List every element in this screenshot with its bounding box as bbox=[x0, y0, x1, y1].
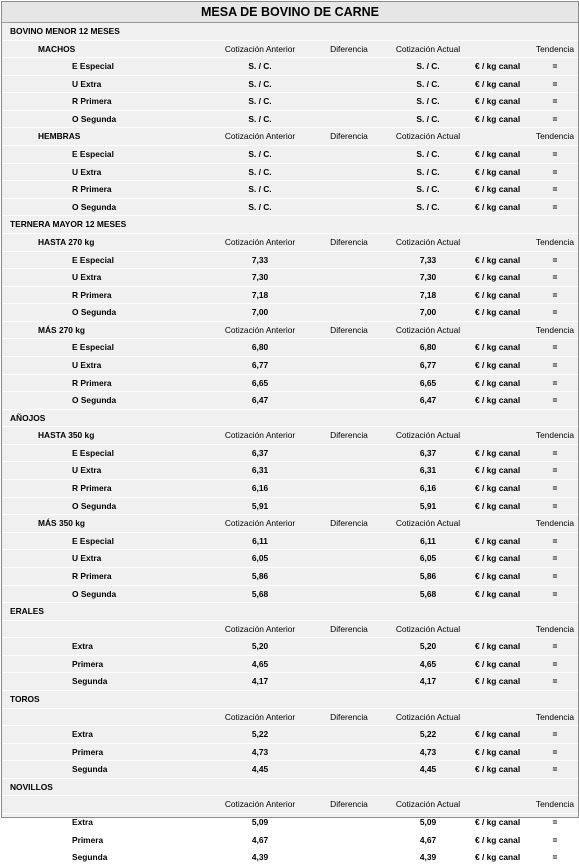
cotizacion-anterior-value: 4,67 bbox=[251, 834, 269, 845]
unit-label: € / kg canal bbox=[475, 342, 521, 353]
cotizacion-actual-value: S. / C. bbox=[416, 149, 440, 160]
cotizacion-actual-value: 7,30 bbox=[419, 272, 437, 283]
tendencia-value: = bbox=[552, 588, 558, 599]
grade-label: E Especial bbox=[72, 149, 114, 160]
tendencia-value: = bbox=[552, 61, 558, 72]
header-tendencia: Tendencia bbox=[535, 324, 575, 335]
grade-label: E Especial bbox=[72, 535, 114, 546]
group-title: MÁS 350 kg bbox=[38, 518, 86, 529]
unit-label: € / kg canal bbox=[475, 201, 521, 212]
group-header-row bbox=[2, 234, 578, 252]
header-cotizacion-actual: Cotización Actual bbox=[395, 711, 461, 722]
group-title: MÁS 270 kg bbox=[38, 324, 86, 335]
cotizacion-anterior-value: 4,65 bbox=[251, 658, 269, 669]
grade-label: O Segunda bbox=[72, 395, 117, 406]
header-tendencia: Tendencia bbox=[535, 236, 575, 247]
grade-label: Extra bbox=[72, 817, 93, 828]
cotizacion-anterior-value: 6,11 bbox=[252, 535, 268, 546]
section-row bbox=[2, 410, 578, 428]
grade-label: U Extra bbox=[72, 166, 102, 177]
unit-label: € / kg canal bbox=[475, 149, 521, 160]
grade-label: R Primera bbox=[72, 96, 112, 107]
header-cotizacion-anterior: Cotización Anterior bbox=[224, 43, 296, 54]
table-row bbox=[2, 586, 578, 604]
table-row bbox=[2, 656, 578, 674]
table-row bbox=[2, 93, 578, 111]
cotizacion-actual-value: S. / C. bbox=[416, 113, 440, 124]
table-row bbox=[2, 568, 578, 586]
grade-label: R Primera bbox=[72, 184, 112, 195]
tendencia-value: = bbox=[552, 113, 558, 124]
grade-label: Segunda bbox=[72, 676, 108, 687]
table-row bbox=[2, 814, 578, 832]
cotizacion-actual-value: S. / C. bbox=[416, 184, 440, 195]
cotizacion-actual-value: 6,80 bbox=[419, 342, 437, 353]
header-tendencia: Tendencia bbox=[535, 131, 575, 142]
tendencia-value: = bbox=[552, 553, 558, 564]
header-diferencia: Diferencia bbox=[330, 43, 368, 54]
grade-label: E Especial bbox=[72, 447, 114, 458]
unit-label: € / kg canal bbox=[475, 746, 521, 757]
header-cotizacion-anterior: Cotización Anterior bbox=[224, 623, 296, 634]
section-title: AÑOJOS bbox=[10, 412, 46, 423]
tendencia-value: = bbox=[552, 201, 558, 212]
section-row bbox=[2, 603, 578, 621]
grade-label: U Extra bbox=[72, 78, 102, 89]
group-title: MACHOS bbox=[38, 43, 76, 54]
table-row bbox=[2, 287, 578, 305]
cotizacion-actual-value: 7,33 bbox=[419, 254, 437, 265]
unit-label: € / kg canal bbox=[475, 641, 521, 652]
cotizacion-anterior-value: S. / C. bbox=[248, 113, 272, 124]
tendencia-value: = bbox=[552, 254, 558, 265]
unit-label: € / kg canal bbox=[475, 570, 521, 581]
table-row bbox=[2, 673, 578, 691]
grade-label: R Primera bbox=[72, 289, 112, 300]
cotizacion-actual-value: 5,22 bbox=[419, 729, 437, 740]
table-row bbox=[2, 744, 578, 762]
section-title: NOVILLOS bbox=[10, 781, 53, 792]
header-diferencia: Diferencia bbox=[330, 430, 368, 441]
cotizacion-actual-value: 5,86 bbox=[419, 570, 437, 581]
table-row bbox=[2, 164, 578, 182]
cotizacion-anterior-value: S. / C. bbox=[248, 166, 272, 177]
unit-label: € / kg canal bbox=[475, 553, 521, 564]
cotizacion-actual-value: 5,20 bbox=[419, 641, 437, 652]
tendencia-value: = bbox=[552, 149, 558, 160]
unit-label: € / kg canal bbox=[475, 166, 521, 177]
table-row bbox=[2, 375, 578, 393]
grade-label: R Primera bbox=[72, 570, 112, 581]
cotizacion-anterior-value: 5,68 bbox=[251, 588, 269, 599]
cotizacion-anterior-value: S. / C. bbox=[248, 96, 272, 107]
section-row bbox=[2, 691, 578, 709]
header-cotizacion-anterior: Cotización Anterior bbox=[224, 430, 296, 441]
cotizacion-anterior-value: 6,47 bbox=[251, 395, 269, 406]
header-tendencia: Tendencia bbox=[535, 43, 575, 54]
header-cotizacion-anterior: Cotización Anterior bbox=[224, 236, 296, 247]
header-cotizacion-anterior: Cotización Anterior bbox=[224, 518, 296, 529]
unit-label: € / kg canal bbox=[475, 447, 521, 458]
tendencia-value: = bbox=[552, 395, 558, 406]
tendencia-value: = bbox=[552, 307, 558, 318]
section-title: TOROS bbox=[10, 693, 40, 704]
cotizacion-anterior-value: 7,18 bbox=[251, 289, 269, 300]
unit-label: € / kg canal bbox=[475, 359, 521, 370]
header-tendencia: Tendencia bbox=[535, 799, 575, 810]
unit-label: € / kg canal bbox=[475, 254, 521, 265]
grade-label: R Primera bbox=[72, 483, 112, 494]
header-tendencia: Tendencia bbox=[535, 711, 575, 722]
cotizacion-anterior-value: S. / C. bbox=[248, 61, 272, 72]
cotizacion-anterior-value: 6,65 bbox=[251, 377, 269, 388]
cotizacion-anterior-value: 6,05 bbox=[251, 553, 269, 564]
cotizacion-actual-value: S. / C. bbox=[416, 78, 440, 89]
table-row bbox=[2, 638, 578, 656]
table-row bbox=[2, 498, 578, 516]
tendencia-value: = bbox=[552, 535, 558, 546]
tendencia-value: = bbox=[552, 817, 558, 828]
tendencia-value: = bbox=[552, 447, 558, 458]
header-cotizacion-actual: Cotización Actual bbox=[395, 623, 461, 634]
table-row bbox=[2, 832, 578, 850]
group-header-row bbox=[2, 709, 578, 727]
cotizacion-anterior-value: 6,77 bbox=[251, 359, 269, 370]
header-cotizacion-actual: Cotización Actual bbox=[395, 236, 461, 247]
grade-label: E Especial bbox=[72, 342, 114, 353]
tendencia-value: = bbox=[552, 78, 558, 89]
group-title: HEMBRAS bbox=[38, 131, 81, 142]
cotizacion-actual-value: 6,37 bbox=[419, 447, 437, 458]
cotizacion-actual-value: 6,11 bbox=[420, 535, 436, 546]
group-title: HASTA 270 kg bbox=[38, 236, 95, 247]
cotizacion-anterior-value: S. / C. bbox=[248, 184, 272, 195]
grade-label: U Extra bbox=[72, 359, 102, 370]
header-diferencia: Diferencia bbox=[330, 236, 368, 247]
cotizacion-anterior-value: 6,37 bbox=[251, 447, 269, 458]
tendencia-value: = bbox=[552, 834, 558, 845]
tendencia-value: = bbox=[552, 676, 558, 687]
grade-label: E Especial bbox=[72, 61, 114, 72]
tendencia-value: = bbox=[552, 483, 558, 494]
table-row bbox=[2, 533, 578, 551]
header-diferencia: Diferencia bbox=[330, 324, 368, 335]
header-diferencia: Diferencia bbox=[330, 518, 368, 529]
group-header-row bbox=[2, 621, 578, 639]
cotizacion-anterior-value: 5,20 bbox=[251, 641, 269, 652]
grade-label: O Segunda bbox=[72, 588, 117, 599]
tendencia-value: = bbox=[552, 272, 558, 283]
tendencia-value: = bbox=[552, 729, 558, 740]
grade-label: O Segunda bbox=[72, 307, 117, 318]
grade-label: Primera bbox=[72, 658, 104, 669]
cotizacion-anterior-value: S. / C. bbox=[248, 78, 272, 89]
header-cotizacion-actual: Cotización Actual bbox=[395, 430, 461, 441]
table-row bbox=[2, 252, 578, 270]
unit-label: € / kg canal bbox=[475, 377, 521, 388]
cotizacion-actual-value: 6,05 bbox=[419, 553, 437, 564]
group-header-row bbox=[2, 515, 578, 533]
table-title: MESA DE BOVINO DE CARNE bbox=[2, 2, 578, 23]
table-row bbox=[2, 357, 578, 375]
cotizacion-actual-value: 6,47 bbox=[419, 395, 437, 406]
cotizacion-actual-value: 4,39 bbox=[419, 852, 437, 863]
grade-label: Primera bbox=[72, 746, 104, 757]
cotizacion-actual-value: 7,00 bbox=[419, 307, 437, 318]
unit-label: € / kg canal bbox=[475, 852, 521, 863]
unit-label: € / kg canal bbox=[475, 184, 521, 195]
cotizacion-actual-value: 7,18 bbox=[419, 289, 437, 300]
cotizacion-actual-value: S. / C. bbox=[416, 61, 440, 72]
unit-label: € / kg canal bbox=[475, 817, 521, 828]
cotizacion-actual-value: 5,09 bbox=[419, 817, 437, 828]
section-title: ERALES bbox=[10, 606, 44, 617]
unit-label: € / kg canal bbox=[475, 395, 521, 406]
header-tendencia: Tendencia bbox=[535, 518, 575, 529]
tendencia-value: = bbox=[552, 96, 558, 107]
cotizacion-anterior-value: 6,31 bbox=[251, 465, 269, 476]
table-row bbox=[2, 445, 578, 463]
header-cotizacion-actual: Cotización Actual bbox=[395, 799, 461, 810]
cotizacion-actual-value: 6,16 bbox=[419, 483, 437, 494]
grade-label: Extra bbox=[72, 729, 93, 740]
cotizacion-actual-value: 5,68 bbox=[419, 588, 437, 599]
unit-label: € / kg canal bbox=[475, 535, 521, 546]
group-header-row bbox=[2, 427, 578, 445]
cotizacion-anterior-value: 7,00 bbox=[251, 307, 269, 318]
unit-label: € / kg canal bbox=[475, 272, 521, 283]
grade-label: Primera bbox=[72, 834, 104, 845]
cotizacion-anterior-value: 4,17 bbox=[251, 676, 269, 687]
group-header-row bbox=[2, 796, 578, 814]
table-row bbox=[2, 339, 578, 357]
header-diferencia: Diferencia bbox=[330, 623, 368, 634]
cotizacion-actual-value: 4,45 bbox=[419, 764, 437, 775]
header-cotizacion-actual: Cotización Actual bbox=[395, 518, 461, 529]
unit-label: € / kg canal bbox=[475, 500, 521, 511]
tendencia-value: = bbox=[552, 764, 558, 775]
unit-label: € / kg canal bbox=[475, 834, 521, 845]
group-header-row bbox=[2, 41, 578, 59]
table-row bbox=[2, 181, 578, 199]
cotizacion-actual-value: 4,17 bbox=[419, 676, 437, 687]
tendencia-value: = bbox=[552, 377, 558, 388]
cotizacion-anterior-value: S. / C. bbox=[248, 149, 272, 160]
tendencia-value: = bbox=[552, 570, 558, 581]
grade-label: R Primera bbox=[72, 377, 112, 388]
cotizacion-actual-value: 5,91 bbox=[419, 500, 437, 511]
unit-label: € / kg canal bbox=[475, 113, 521, 124]
grade-label: Extra bbox=[72, 641, 93, 652]
table-row bbox=[2, 199, 578, 217]
grade-label: E Especial bbox=[72, 254, 114, 265]
table-row bbox=[2, 726, 578, 744]
cotizacion-actual-value: S. / C. bbox=[416, 166, 440, 177]
grade-label: O Segunda bbox=[72, 201, 117, 212]
group-header-row bbox=[2, 128, 578, 146]
header-cotizacion-anterior: Cotización Anterior bbox=[224, 131, 296, 142]
cotizacion-anterior-value: 4,73 bbox=[251, 746, 269, 757]
grade-label: U Extra bbox=[72, 272, 102, 283]
tendencia-value: = bbox=[552, 465, 558, 476]
cotizacion-actual-value: S. / C. bbox=[416, 96, 440, 107]
table-row bbox=[2, 849, 578, 867]
table-row bbox=[2, 392, 578, 410]
table-row bbox=[2, 480, 578, 498]
unit-label: € / kg canal bbox=[475, 78, 521, 89]
cotizacion-actual-value: 6,31 bbox=[419, 465, 437, 476]
header-diferencia: Diferencia bbox=[330, 131, 368, 142]
header-cotizacion-anterior: Cotización Anterior bbox=[224, 324, 296, 335]
tendencia-value: = bbox=[552, 746, 558, 757]
unit-label: € / kg canal bbox=[475, 289, 521, 300]
grade-label: U Extra bbox=[72, 465, 102, 476]
unit-label: € / kg canal bbox=[475, 307, 521, 318]
table-row bbox=[2, 269, 578, 287]
header-cotizacion-actual: Cotización Actual bbox=[395, 131, 461, 142]
cotizacion-anterior-value: 5,91 bbox=[251, 500, 269, 511]
table-row bbox=[2, 304, 578, 322]
grade-label: U Extra bbox=[72, 553, 102, 564]
cotizacion-actual-value: 6,65 bbox=[419, 377, 437, 388]
header-diferencia: Diferencia bbox=[330, 711, 368, 722]
unit-label: € / kg canal bbox=[475, 465, 521, 476]
group-title: HASTA 350 kg bbox=[38, 430, 95, 441]
unit-label: € / kg canal bbox=[475, 764, 521, 775]
unit-label: € / kg canal bbox=[475, 729, 521, 740]
header-cotizacion-actual: Cotización Actual bbox=[395, 43, 461, 54]
tendencia-value: = bbox=[552, 500, 558, 511]
unit-label: € / kg canal bbox=[475, 61, 521, 72]
cotizacion-anterior-value: 6,16 bbox=[251, 483, 269, 494]
cotizacion-actual-value: 6,77 bbox=[419, 359, 437, 370]
unit-label: € / kg canal bbox=[475, 676, 521, 687]
grade-label: O Segunda bbox=[72, 500, 117, 511]
cotizacion-anterior-value: 7,30 bbox=[251, 272, 269, 283]
unit-label: € / kg canal bbox=[475, 658, 521, 669]
tendencia-value: = bbox=[552, 658, 558, 669]
section-title: BOVINO MENOR 12 MESES bbox=[10, 26, 120, 36]
header-cotizacion-anterior: Cotización Anterior bbox=[224, 711, 296, 722]
section-row bbox=[2, 216, 578, 234]
table-row bbox=[2, 76, 578, 94]
table-row bbox=[2, 111, 578, 129]
grade-label: Segunda bbox=[72, 764, 108, 775]
table-row bbox=[2, 146, 578, 164]
table-row bbox=[2, 58, 578, 76]
tendencia-value: = bbox=[552, 359, 558, 370]
cotizacion-anterior-value: S. / C. bbox=[248, 201, 272, 212]
grade-label: O Segunda bbox=[72, 113, 117, 124]
header-tendencia: Tendencia bbox=[535, 430, 575, 441]
tendencia-value: = bbox=[552, 184, 558, 195]
tendencia-value: = bbox=[552, 641, 558, 652]
group-header-row bbox=[2, 322, 578, 340]
section-row bbox=[2, 779, 578, 797]
table-row bbox=[2, 462, 578, 480]
grade-label: Segunda bbox=[72, 852, 108, 863]
cotizacion-anterior-value: 5,09 bbox=[251, 817, 269, 828]
price-table-rows bbox=[2, 23, 578, 867]
header-tendencia: Tendencia bbox=[535, 623, 575, 634]
tendencia-value: = bbox=[552, 166, 558, 177]
cotizacion-anterior-value: 7,33 bbox=[251, 254, 269, 265]
cotizacion-actual-value: S. / C. bbox=[416, 201, 440, 212]
cotizacion-anterior-value: 6,80 bbox=[251, 342, 269, 353]
header-cotizacion-actual: Cotización Actual bbox=[395, 324, 461, 335]
unit-label: € / kg canal bbox=[475, 96, 521, 107]
cotizacion-anterior-value: 4,39 bbox=[251, 852, 269, 863]
unit-label: € / kg canal bbox=[475, 483, 521, 494]
header-diferencia: Diferencia bbox=[330, 799, 368, 810]
header-cotizacion-anterior: Cotización Anterior bbox=[224, 799, 296, 810]
tendencia-value: = bbox=[552, 289, 558, 300]
price-table-sheet bbox=[1, 1, 579, 863]
section-row bbox=[2, 23, 578, 41]
tendencia-value: = bbox=[552, 852, 558, 863]
section-title: TERNERA MAYOR 12 MESES bbox=[10, 219, 127, 230]
unit-label: € / kg canal bbox=[475, 588, 521, 599]
cotizacion-actual-value: 4,73 bbox=[419, 746, 437, 757]
cotizacion-anterior-value: 5,86 bbox=[251, 570, 269, 581]
table-row bbox=[2, 550, 578, 568]
cotizacion-actual-value: 4,67 bbox=[419, 834, 437, 845]
tendencia-value: = bbox=[552, 342, 558, 353]
cotizacion-anterior-value: 4,45 bbox=[251, 764, 269, 775]
cotizacion-anterior-value: 5,22 bbox=[251, 729, 269, 740]
table-row bbox=[2, 761, 578, 779]
cotizacion-actual-value: 4,65 bbox=[419, 658, 437, 669]
